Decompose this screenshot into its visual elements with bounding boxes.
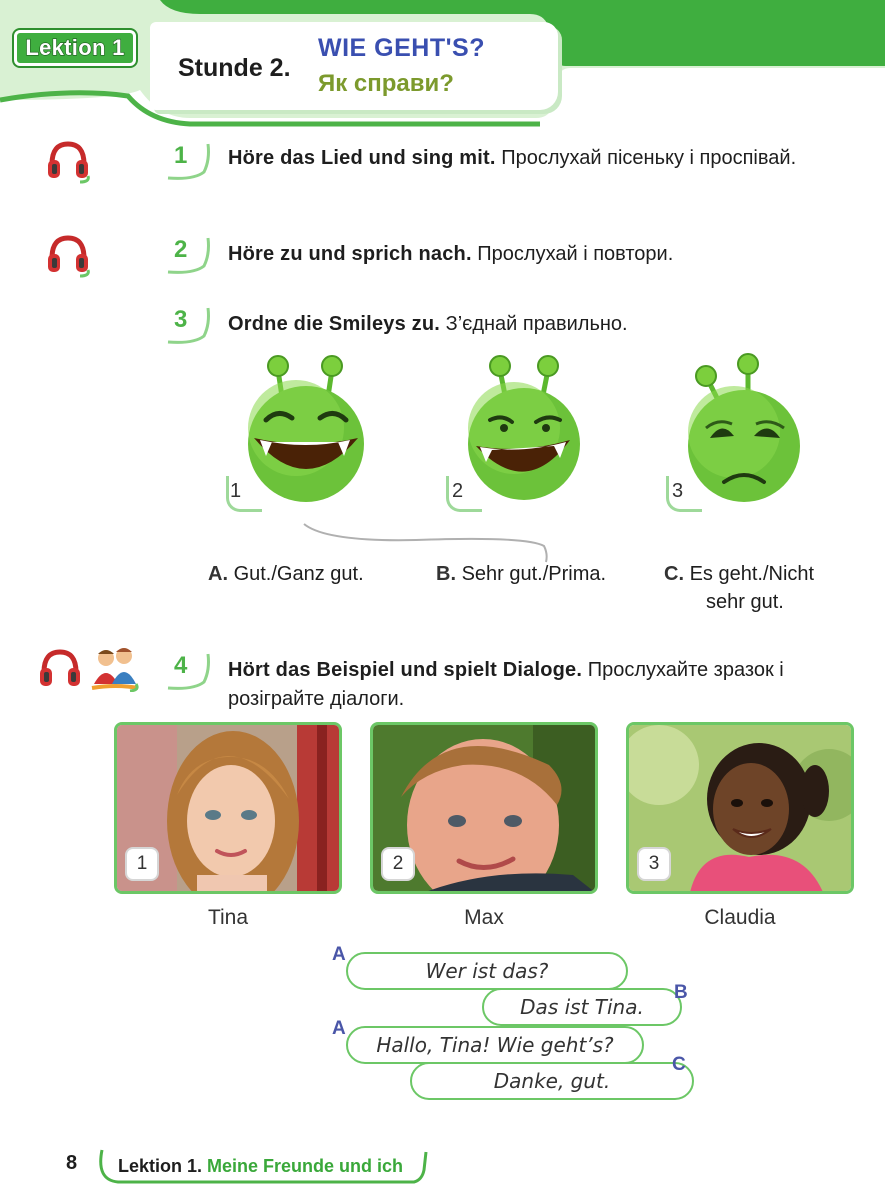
smiley-2-number: 2 [452,480,464,502]
photo-2-name: Max [464,906,504,929]
exercise-number-2: 2 [166,234,214,278]
photo-max[interactable] [370,722,598,894]
footer-lesson [118,1156,403,1177]
lesson-title-box [150,22,558,110]
exercise-4-text [228,656,856,714]
answer-c-text: Es geht./Nicht [689,563,815,585]
answer-c-text-line2: sehr gut. [706,591,784,613]
smiley-1-number: 1 [230,480,242,502]
page-title: WIE GEHT'S? [318,34,485,62]
dialog-line-1: Wer ist das? [346,952,628,990]
headphones-icon[interactable] [44,136,92,184]
answer-a-text: Gut./Ganz gut. [233,563,364,585]
answer-b-letter: B. [436,563,456,585]
page-number: 8 [66,1152,78,1174]
speaker-c: C [672,1054,686,1075]
footer-topic: Meine Freunde und ich [207,1156,404,1176]
photo-1-number: 1 [125,847,159,881]
headphones-icon[interactable] [44,230,92,278]
photo-1-name: Tina [207,906,249,929]
exercise-3-instruction-de: Ordne die Smileys zu. [228,313,441,335]
photo-2-number: 2 [381,847,415,881]
exercise-2-instruction-de: Höre zu und sprich nach. [228,243,472,265]
photo-claudia[interactable] [626,722,854,894]
smiley-3-number: 3 [672,480,684,502]
kids-pair-icon [90,644,140,692]
exercise-4-instruction-de: Hört das Beispiel und spielt Dialoge. [228,659,583,681]
headphones-icon[interactable] [36,644,84,692]
exercise-3-text [228,310,856,339]
stunde-label: Stunde 2. [178,54,291,82]
dialog-line-3: Hallo, Tina! Wie geht’s? [346,1026,644,1064]
exercise-1-instruction-de: Höre das Lied und sing mit. [228,147,496,169]
answer-c[interactable] [664,560,814,588]
photo-tina[interactable] [114,722,342,894]
exercise-3-instruction-uk: З’єднай правильно. [445,313,628,335]
speaker-a-1: A [332,944,346,965]
exercise-2-instruction-uk: Прослухай і повтори. [477,243,674,265]
speaker-a-2: A [332,1018,346,1039]
footer-lesson-label: Lektion 1. [118,1156,203,1176]
answer-c-letter: C. [664,563,684,585]
dialog-line-4: Danke, gut. [410,1062,694,1100]
answer-a-letter: A. [208,563,228,585]
answer-b[interactable] [436,560,606,588]
answer-a[interactable] [208,560,364,588]
speaker-b: B [674,982,688,1003]
exercise-1-text [228,144,856,173]
exercise-4-instruction-uk: Прослухайте зразок і розіграйте діалоги. [228,659,784,710]
matching-line [296,516,556,566]
exercise-number-4: 4 [166,650,214,694]
page-subtitle: Як справи? [318,70,454,97]
photo-3-number: 3 [637,847,671,881]
exercise-1-instruction-uk: Прослухай пісеньку і проспівай. [501,147,797,169]
photo-3-name: Claudia [704,906,776,929]
dialog-line-2: Das ist Tina. [482,988,682,1026]
lesson-badge: Lektion 1 [14,30,136,66]
exercise-number-1: 1 [166,140,214,184]
answer-b-text: Sehr gut./Prima. [461,563,607,585]
exercise-number-3: 3 [166,304,214,348]
exercise-2-text [228,240,856,269]
